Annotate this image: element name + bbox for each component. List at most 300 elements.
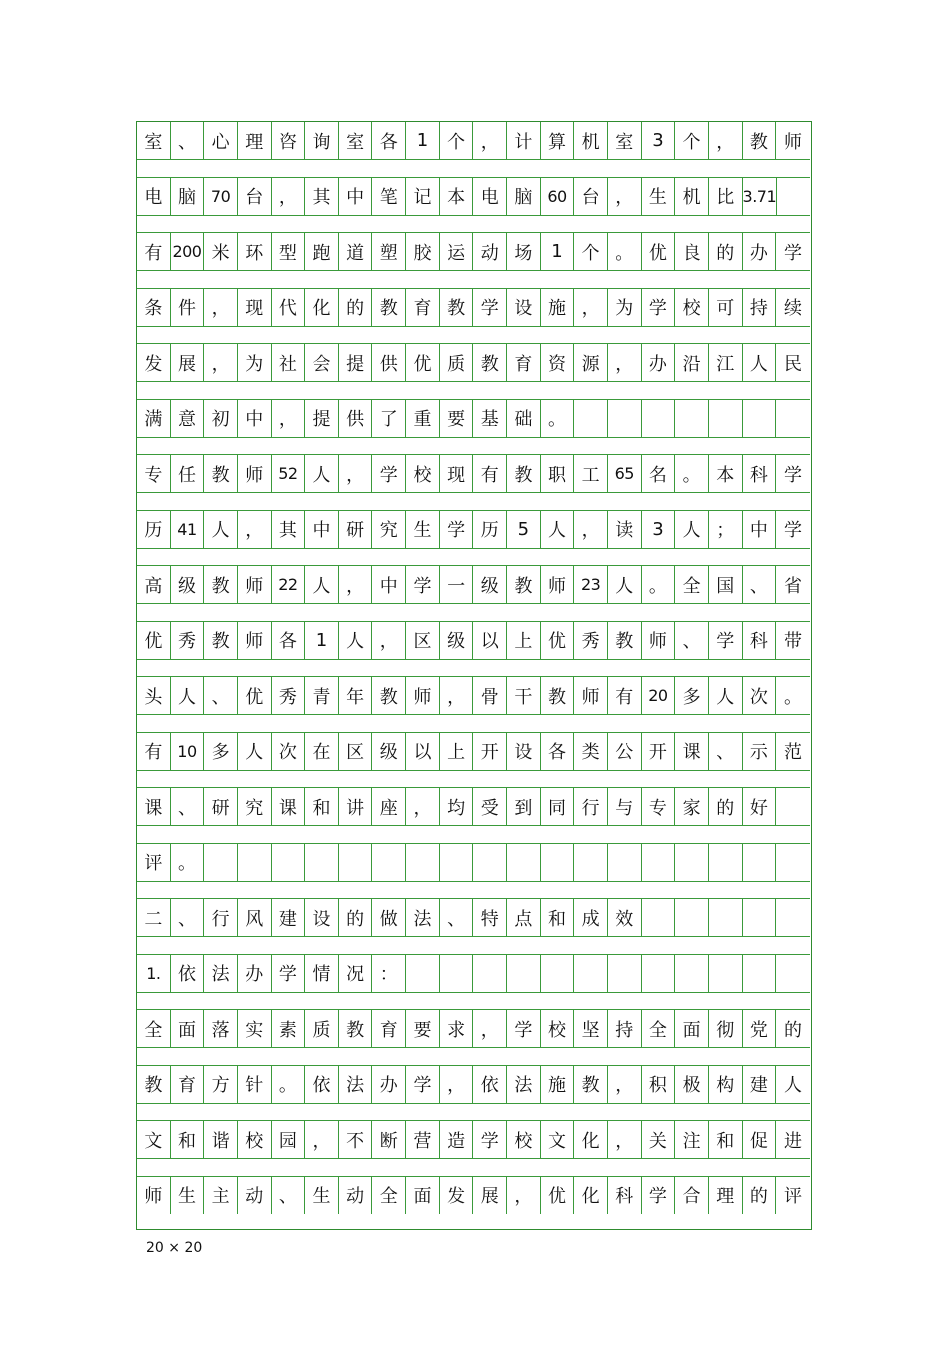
- grid-cell: [406, 955, 440, 992]
- grid-cell: 展: [171, 344, 205, 381]
- grid-cell: 秀: [171, 622, 205, 659]
- grid-row: [137, 955, 810, 992]
- row-gap-strip: [137, 659, 810, 678]
- grid-cell: 校: [507, 1121, 541, 1158]
- grid-cell: 学: [783, 464, 802, 486]
- grid-cell: 。: [272, 1066, 306, 1103]
- grid-cell: 校: [541, 1010, 575, 1047]
- grid-cell: 中: [743, 511, 777, 548]
- grid-cell: 室: [137, 122, 171, 159]
- grid-cell: 专: [137, 455, 171, 492]
- grid-cell: 谐: [204, 1121, 238, 1158]
- grid-cell: 学: [709, 622, 743, 659]
- grid-cell: 23: [574, 566, 608, 603]
- grid-cell: 为: [238, 344, 272, 381]
- grid-cell: 人: [204, 511, 238, 548]
- grid-cell: 优: [541, 1177, 575, 1214]
- grid-row: [137, 400, 810, 437]
- grid-cell: 中: [238, 400, 272, 437]
- grid-cell: 教: [204, 622, 238, 659]
- grid-cell: 会: [305, 344, 339, 381]
- grid-row: [137, 455, 810, 492]
- grid-row: [137, 289, 810, 326]
- grid-cell: 受: [473, 788, 507, 825]
- grid-cell: 极: [675, 1066, 709, 1103]
- grid-cell: 全: [675, 566, 709, 603]
- grid-cell: [743, 955, 777, 992]
- grid-cell: 关: [642, 1121, 676, 1158]
- grid-cell: ，: [238, 511, 272, 548]
- grid-cell: 公: [608, 733, 642, 770]
- grid-cell: 化: [574, 1121, 608, 1158]
- grid-cell: 示: [743, 733, 777, 770]
- grid-cell: 优: [238, 677, 272, 714]
- grid-cell: 展: [473, 1177, 507, 1214]
- grid-cell: 重: [406, 400, 440, 437]
- grid-cell: 办: [238, 955, 272, 992]
- grid-cell: 级: [440, 622, 474, 659]
- grid-cell: 断: [372, 1121, 406, 1158]
- grid-cell: 类: [574, 733, 608, 770]
- grid-cell: 区: [339, 733, 373, 770]
- grid-row: [137, 178, 810, 215]
- row-gap-strip: [137, 936, 810, 955]
- grid-cell: 开: [642, 733, 676, 770]
- grid-cell: 生: [305, 1177, 339, 1214]
- grid-cell: 造: [440, 1121, 474, 1158]
- grid-cell: 生: [642, 178, 676, 215]
- grid-row: [137, 899, 810, 936]
- grid-row: [137, 1121, 810, 1158]
- grid-cell: [204, 844, 238, 881]
- row-gap-strip: [137, 881, 810, 900]
- grid-cell: 全: [642, 1010, 676, 1047]
- grid-cell: 以: [406, 733, 440, 770]
- grid-cell: 开: [473, 733, 507, 770]
- grid-cell: 干: [507, 677, 541, 714]
- grid-cell: 学: [272, 955, 306, 992]
- grid-cell: 、: [171, 122, 205, 159]
- grid-cell: 教: [507, 566, 541, 603]
- grid-cell: 人: [675, 511, 709, 548]
- grid-cell: 条: [137, 289, 171, 326]
- grid-cell: 积: [642, 1066, 676, 1103]
- row-gap-strip: [137, 1047, 810, 1066]
- grid-cell: 设: [507, 733, 541, 770]
- grid-cell: 园: [272, 1121, 306, 1158]
- grid-cell: 为: [608, 289, 642, 326]
- grid-cell: [675, 400, 709, 437]
- grid-cell: 提: [305, 400, 339, 437]
- grid-cell: 面: [675, 1010, 709, 1047]
- grid-cell: 质: [305, 1010, 339, 1047]
- row-gap-strip: [137, 825, 810, 844]
- grid-cell: ，: [507, 1177, 541, 1214]
- grid-cell: 、: [440, 899, 474, 936]
- grid-cell: 校: [675, 289, 709, 326]
- grid-cell: 沿: [675, 344, 709, 381]
- grid-cell: 座: [372, 788, 406, 825]
- grid-cell: 本: [440, 178, 474, 215]
- grid-cell: 师: [541, 566, 575, 603]
- grid-cell: 况: [339, 955, 373, 992]
- grid-cell: 效: [608, 899, 642, 936]
- grid-cell: 评: [783, 1186, 802, 1207]
- grid-cell: 的: [339, 899, 373, 936]
- grid-cell: 施: [541, 289, 575, 326]
- grid-cell: 办: [372, 1066, 406, 1103]
- grid-cell: 法: [339, 1066, 373, 1103]
- grid-cell: 职: [541, 455, 575, 492]
- grid-cell: 高: [137, 566, 171, 603]
- grid-cell: 比: [709, 178, 743, 215]
- grid-cell: ，: [608, 178, 642, 215]
- grid-cell: 到: [507, 788, 541, 825]
- grid-cell: 60: [541, 178, 575, 215]
- grid-cell: 校: [406, 455, 440, 492]
- grid-cell: 学: [642, 1177, 676, 1214]
- grid-cell: ，: [305, 1121, 339, 1158]
- row-gap-strip: [137, 381, 810, 400]
- grid-cell: 年: [339, 677, 373, 714]
- grid-row: [137, 677, 810, 714]
- grid-cell: 胶: [406, 233, 440, 270]
- grid-cell: 现: [238, 289, 272, 326]
- row-gap-strip: [137, 215, 810, 234]
- grid-cell: 学: [507, 1010, 541, 1047]
- row-gap-strip: [137, 603, 810, 622]
- grid-cell: 52: [272, 455, 306, 492]
- grid-cell: 、: [272, 1177, 306, 1214]
- grid-cell: 65: [608, 455, 642, 492]
- grid-cell: 记: [406, 178, 440, 215]
- grid-size-label: 20 × 20: [146, 1240, 203, 1256]
- grid-cell: 二: [137, 899, 171, 936]
- grid-cell: 个: [440, 122, 474, 159]
- grid-cell: 历: [137, 511, 171, 548]
- grid-cell: 专: [642, 788, 676, 825]
- grid-cell: 。: [171, 844, 205, 881]
- grid-cell: [372, 844, 406, 881]
- grid-cell: 头: [137, 677, 171, 714]
- grid-cell: 1: [541, 233, 575, 270]
- grid-cell: 党: [743, 1010, 777, 1047]
- grid-cell: 教: [574, 1066, 608, 1103]
- grid-cell: 人: [709, 677, 743, 714]
- grid-cell: 行: [574, 788, 608, 825]
- grid-cell: 民: [783, 353, 802, 375]
- grid-cell: 个: [574, 233, 608, 270]
- grid-cell: [743, 400, 777, 437]
- grid-cell: 师: [238, 455, 272, 492]
- grid-cell: 课: [675, 733, 709, 770]
- grid-cell: 跑: [305, 233, 339, 270]
- grid-cell: 续: [783, 298, 802, 319]
- grid-cell: 人: [305, 455, 339, 492]
- grid-cell: 依: [171, 955, 205, 992]
- grid-cell: 促: [743, 1121, 777, 1158]
- grid-cell: 算: [541, 122, 575, 159]
- grid-cell: 好: [743, 788, 777, 825]
- grid-cell: 供: [339, 400, 373, 437]
- grid-cell: 科: [608, 1177, 642, 1214]
- grid-cell: 本: [709, 455, 743, 492]
- grid-cell: [541, 955, 575, 992]
- grid-cell: [238, 844, 272, 881]
- grid-cell: 究: [372, 511, 406, 548]
- grid-cell: 。: [608, 233, 642, 270]
- grid-cell: 学: [783, 242, 802, 264]
- grid-cell: 、: [171, 788, 205, 825]
- grid-cell: 区: [406, 622, 440, 659]
- grid-cell: [574, 955, 608, 992]
- grid-cell: 教: [204, 455, 238, 492]
- grid-cell: 师: [574, 677, 608, 714]
- grid-cell: 教: [507, 455, 541, 492]
- grid-cell: 。: [675, 455, 709, 492]
- grid-cell: 究: [238, 788, 272, 825]
- row-gap-strip: [137, 437, 810, 456]
- grid-cell: 师: [783, 131, 802, 153]
- grid-cell: [777, 178, 811, 215]
- grid-row: [137, 1177, 810, 1214]
- grid-cell: 质: [440, 344, 474, 381]
- grid-cell: 200: [171, 233, 205, 270]
- grid-cell: ，: [204, 344, 238, 381]
- grid-cell: 优: [406, 344, 440, 381]
- grid-cell: 法: [406, 899, 440, 936]
- row-gap-strip: [137, 1103, 810, 1122]
- grid-cell: [608, 400, 642, 437]
- grid-cell: [642, 899, 676, 936]
- grid-cell: [642, 400, 676, 437]
- grid-cell: 研: [204, 788, 238, 825]
- grid-cell: [709, 400, 743, 437]
- grid-cell: [473, 844, 507, 881]
- grid-cell: 情: [305, 955, 339, 992]
- grid-cell: 询: [305, 122, 339, 159]
- grid-cell: 次: [743, 677, 777, 714]
- grid-cell: [776, 955, 810, 992]
- grid-cell: 机: [574, 122, 608, 159]
- grid-cell: 人: [305, 566, 339, 603]
- grid-cell: 供: [372, 344, 406, 381]
- manuscript-grid: [136, 121, 812, 1230]
- grid-cell: 要: [440, 400, 474, 437]
- grid-cell: 次: [272, 733, 306, 770]
- grid-cell: 道: [339, 233, 373, 270]
- grid-cell: 师: [642, 622, 676, 659]
- grid-cell: 建: [743, 1066, 777, 1103]
- grid-cell: 教: [541, 677, 575, 714]
- grid-cell: 彻: [709, 1010, 743, 1047]
- grid-cell: [608, 844, 642, 881]
- grid-cell: 评: [137, 844, 171, 881]
- grid-cell: 各: [372, 122, 406, 159]
- grid-cell: 20: [642, 677, 676, 714]
- grid-cell: 育: [406, 289, 440, 326]
- grid-cell: 米: [204, 233, 238, 270]
- grid-cell: 科: [743, 622, 777, 659]
- grid-cell: 骨: [473, 677, 507, 714]
- grid-cell: ；: [709, 511, 743, 548]
- grid-row: [137, 788, 810, 825]
- grid-cell: 办: [743, 233, 777, 270]
- grid-cell: 化: [305, 289, 339, 326]
- grid-cell: 学: [783, 520, 802, 541]
- grid-cell: [507, 955, 541, 992]
- grid-cell: 教: [137, 1066, 171, 1103]
- grid-cell: 中: [372, 566, 406, 603]
- grid-cell: 1: [305, 622, 339, 659]
- grid-cell: 级: [473, 566, 507, 603]
- grid-cell: [709, 899, 743, 936]
- grid-cell: 的: [339, 289, 373, 326]
- grid-cell: 讲: [339, 788, 373, 825]
- row-gap-strip: [137, 492, 810, 511]
- grid-cell: 全: [137, 1010, 171, 1047]
- grid-cell: 工: [574, 455, 608, 492]
- grid-cell: 满: [137, 400, 171, 437]
- grid-cell: 可: [709, 289, 743, 326]
- grid-cell: ，: [473, 1010, 507, 1047]
- grid-cell: 范: [783, 742, 802, 763]
- grid-cell: 依: [305, 1066, 339, 1103]
- grid-cell: 学: [473, 289, 507, 326]
- grid-row: [137, 622, 810, 659]
- grid-cell: 特: [473, 899, 507, 936]
- grid-cell: 代: [272, 289, 306, 326]
- grid-cell: 教: [608, 622, 642, 659]
- grid-row: [137, 344, 810, 381]
- grid-cell: 教: [743, 122, 777, 159]
- grid-cell: 、: [675, 622, 709, 659]
- grid-cell: 设: [305, 899, 339, 936]
- grid-cell: ：: [372, 955, 406, 992]
- grid-cell: ，: [272, 178, 306, 215]
- row-gap-strip: [137, 326, 810, 345]
- grid-cell: 了: [372, 400, 406, 437]
- grid-cell: 优: [137, 622, 171, 659]
- grid-cell: 持: [608, 1010, 642, 1047]
- grid-cell: 省: [783, 575, 802, 597]
- grid-cell: 机: [675, 178, 709, 215]
- grid-cell: 点: [507, 899, 541, 936]
- grid-row: [137, 511, 810, 548]
- grid-cell: 10: [171, 733, 205, 770]
- grid-cell: 合: [675, 1177, 709, 1214]
- grid-cell: 人: [171, 677, 205, 714]
- grid-row: [137, 733, 810, 770]
- grid-cell: 和: [305, 788, 339, 825]
- grid-cell: ，: [608, 1121, 642, 1158]
- grid-cell: 。: [642, 566, 676, 603]
- row-gap-strip: [137, 548, 810, 567]
- grid-cell: 读: [608, 511, 642, 548]
- grid-cell: 和: [171, 1121, 205, 1158]
- grid-cell: 源: [574, 344, 608, 381]
- grid-cell: 室: [339, 122, 373, 159]
- grid-cell: 电: [137, 178, 171, 215]
- grid-cell: 理: [238, 122, 272, 159]
- grid-cell: ，: [608, 344, 642, 381]
- grid-cell: 营: [406, 1121, 440, 1158]
- grid-cell: 理: [709, 1177, 743, 1214]
- grid-cell: ，: [204, 289, 238, 326]
- grid-cell: 室: [608, 122, 642, 159]
- grid-cell: 提: [339, 344, 373, 381]
- grid-cell: 其: [272, 511, 306, 548]
- grid-cell: 做: [372, 899, 406, 936]
- grid-cell: 人: [608, 566, 642, 603]
- grid-cell: 资: [541, 344, 575, 381]
- grid-cell: 坚: [574, 1010, 608, 1047]
- grid-cell: [272, 844, 306, 881]
- row-gap-strip: [137, 714, 810, 733]
- grid-cell: [642, 955, 676, 992]
- grid-cell: 风: [238, 899, 272, 936]
- grid-cell: 课: [137, 788, 171, 825]
- grid-cell: 与: [608, 788, 642, 825]
- grid-cell: 上: [507, 622, 541, 659]
- grid-cell: 中: [339, 178, 373, 215]
- row-gap-strip: [137, 1158, 810, 1177]
- grid-cell: 发: [137, 344, 171, 381]
- grid-row: [137, 122, 810, 159]
- grid-cell: 环: [238, 233, 272, 270]
- grid-cell: 脑: [171, 178, 205, 215]
- grid-cell: 针: [238, 1066, 272, 1103]
- grid-cell: 文: [137, 1121, 171, 1158]
- grid-cell: 主: [204, 1177, 238, 1214]
- grid-cell: 3: [642, 511, 676, 548]
- grid-cell: 秀: [574, 622, 608, 659]
- grid-cell: 台: [574, 178, 608, 215]
- row-gap-strip: [137, 159, 810, 178]
- grid-cell: 电: [473, 178, 507, 215]
- grid-cell: 的: [709, 233, 743, 270]
- grid-row: [137, 1010, 810, 1047]
- grid-cell: 础: [507, 400, 541, 437]
- grid-cell: 有: [608, 677, 642, 714]
- grid-cell: [574, 844, 608, 881]
- grid-cell: 。: [783, 686, 802, 708]
- grid-cell: [507, 844, 541, 881]
- grid-cell: ，: [574, 289, 608, 326]
- grid-cell: [776, 788, 810, 825]
- grid-cell: ，: [272, 400, 306, 437]
- grid-cell: 。: [541, 400, 575, 437]
- grid-cell: 文: [541, 1121, 575, 1158]
- grid-cell: 动: [473, 233, 507, 270]
- grid-cell: 学: [642, 289, 676, 326]
- grid-cell: 化: [574, 1177, 608, 1214]
- grid-cell: 落: [204, 1010, 238, 1047]
- grid-cell: 秀: [272, 677, 306, 714]
- grid-cell: 良: [675, 233, 709, 270]
- grid-cell: 级: [372, 733, 406, 770]
- grid-cell: 进: [783, 1130, 802, 1152]
- grid-cell: 、: [171, 899, 205, 936]
- grid-cell: 生: [171, 1177, 205, 1214]
- grid-row: [137, 566, 810, 603]
- grid-cell: [675, 844, 709, 881]
- grid-cell: 各: [272, 622, 306, 659]
- row-gap-strip: [137, 992, 810, 1011]
- grid-cell: 课: [272, 788, 306, 825]
- grid-cell: 实: [238, 1010, 272, 1047]
- grid-cell: 师: [406, 677, 440, 714]
